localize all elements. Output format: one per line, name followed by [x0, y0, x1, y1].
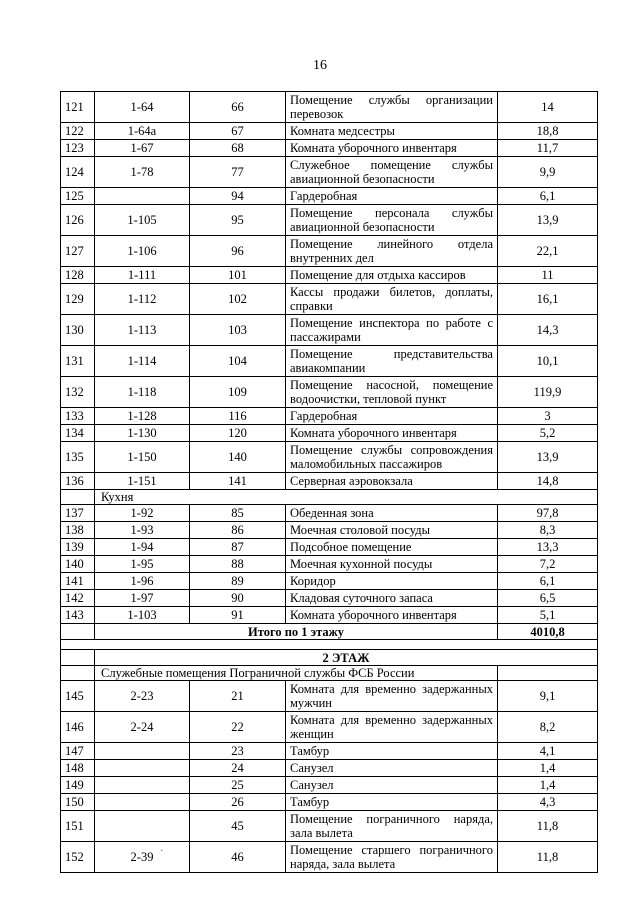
new-number-cell: 67 — [190, 123, 286, 140]
room-name-cell: Моечная кухонной посуды — [286, 556, 498, 573]
table-row — [61, 236, 598, 267]
table-row — [61, 842, 598, 873]
old-number-cell: 1-118 — [95, 377, 190, 408]
floor2-section-title: Служебные помещения Пограничной службы ФСБ России — [95, 666, 498, 681]
room-number-cell: 131 — [61, 346, 95, 377]
room-number-cell: 147 — [61, 743, 95, 760]
new-number-cell: 21 — [190, 681, 286, 712]
table-row — [61, 205, 598, 236]
room-name-cell: Моечная столовой посуды — [286, 522, 498, 539]
area-cell: 1,4 — [498, 760, 598, 777]
total-blank-cell — [61, 624, 95, 640]
old-number-cell: 1-95 — [95, 556, 190, 573]
old-number-cell: 1-113 — [95, 315, 190, 346]
room-number-cell: 142 — [61, 590, 95, 607]
area-cell: 1,4 — [498, 777, 598, 794]
floor1-total — [61, 624, 598, 681]
area-cell: 6,1 — [498, 573, 598, 590]
old-number-cell: 1-114 — [95, 346, 190, 377]
floor1-rows — [61, 92, 598, 490]
room-number-cell: 138 — [61, 522, 95, 539]
area-cell: 6,1 — [498, 188, 598, 205]
table-row — [61, 505, 598, 522]
area-cell: 119,9 — [498, 377, 598, 408]
room-name-cell: Санузел — [286, 760, 498, 777]
room-number-cell: 145 — [61, 681, 95, 712]
old-number-cell: 1-67 — [95, 140, 190, 157]
room-name-cell: Серверная аэровокзала — [286, 473, 498, 490]
new-number-cell: 24 — [190, 760, 286, 777]
old-number-cell: 1-111 — [95, 267, 190, 284]
table-row — [61, 425, 598, 442]
old-number-cell: 1-64а — [95, 123, 190, 140]
old-number-cell: 1-112 — [95, 284, 190, 315]
total-value: 4010,8 — [498, 624, 598, 640]
old-number-cell: 1-128 — [95, 408, 190, 425]
old-number-cell: 1-93 — [95, 522, 190, 539]
new-number-cell: 26 — [190, 794, 286, 811]
room-number-cell: 152 — [61, 842, 95, 873]
new-number-cell: 46 — [190, 842, 286, 873]
new-number-cell: 141 — [190, 473, 286, 490]
section-blank-cell — [61, 666, 95, 681]
table-row — [61, 315, 598, 346]
area-cell: 11 — [498, 267, 598, 284]
area-cell: 11,8 — [498, 842, 598, 873]
old-number-cell: 1-64 — [95, 92, 190, 123]
room-number-cell: 137 — [61, 505, 95, 522]
table-row — [61, 811, 598, 842]
area-cell: 13,3 — [498, 539, 598, 556]
table-row — [61, 377, 598, 408]
table-row — [61, 123, 598, 140]
new-number-cell: 120 — [190, 425, 286, 442]
old-number-cell: 1-97 — [95, 590, 190, 607]
new-number-cell: 77 — [190, 157, 286, 188]
room-name-cell: Обеденная зона — [286, 505, 498, 522]
room-name-cell: Служебное помещение службы авиационной безопасности — [286, 157, 498, 188]
room-number-cell: 128 — [61, 267, 95, 284]
old-number-cell — [95, 188, 190, 205]
room-number-cell: 127 — [61, 236, 95, 267]
table-row — [61, 556, 598, 573]
old-number-cell: 1-92 — [95, 505, 190, 522]
room-number-cell: 140 — [61, 556, 95, 573]
rooms-table — [60, 91, 598, 873]
new-number-cell: 66 — [190, 92, 286, 123]
room-number-cell: 132 — [61, 377, 95, 408]
new-number-cell: 91 — [190, 607, 286, 624]
section-blank-area — [498, 666, 598, 681]
table-row — [61, 92, 598, 123]
room-name-cell: Помещение службы сопровождения маломобильных пассажиров — [286, 442, 498, 473]
room-number-cell: 146 — [61, 712, 95, 743]
room-number-cell: 150 — [61, 794, 95, 811]
new-number-cell: 85 — [190, 505, 286, 522]
area-cell: 5,1 — [498, 607, 598, 624]
room-number-cell: 126 — [61, 205, 95, 236]
room-name-cell: Кладовая суточного запаса — [286, 590, 498, 607]
area-cell: 4,3 — [498, 794, 598, 811]
old-number-cell: 1-94 — [95, 539, 190, 556]
old-number-cell: 1-103 — [95, 607, 190, 624]
new-number-cell: 22 — [190, 712, 286, 743]
table-row — [61, 743, 598, 760]
page-number: 16 — [313, 58, 327, 73]
room-number-cell: 148 — [61, 760, 95, 777]
spacer-row — [61, 640, 598, 650]
old-number-cell: 1-150 — [95, 442, 190, 473]
old-number-cell: 2-39 — [95, 842, 190, 873]
room-name-cell: Гардеробная — [286, 408, 498, 425]
room-number-cell: 125 — [61, 188, 95, 205]
area-cell: 11,7 — [498, 140, 598, 157]
room-number-cell: 134 — [61, 425, 95, 442]
table-row — [61, 590, 598, 607]
new-number-cell: 90 — [190, 590, 286, 607]
old-number-cell — [95, 794, 190, 811]
table-row — [61, 346, 598, 377]
room-number-cell: 123 — [61, 140, 95, 157]
room-name-cell: Помещение персонала службы авиационной безопасности — [286, 205, 498, 236]
room-number-cell: 124 — [61, 157, 95, 188]
old-number-cell: 1-105 — [95, 205, 190, 236]
new-number-cell: 116 — [190, 408, 286, 425]
old-number-cell — [95, 743, 190, 760]
new-number-cell: 104 — [190, 346, 286, 377]
room-number-cell: 136 — [61, 473, 95, 490]
area-cell: 14 — [498, 92, 598, 123]
room-name-cell: Помещение старшего пограничного наряда, зала вылета — [286, 842, 498, 873]
new-number-cell: 68 — [190, 140, 286, 157]
room-name-cell: Помещение инспектора по работе с пассажирами — [286, 315, 498, 346]
table-row — [61, 442, 598, 473]
area-cell: 13,9 — [498, 442, 598, 473]
old-number-cell — [95, 811, 190, 842]
area-cell: 14,3 — [498, 315, 598, 346]
room-name-cell: Комната медсестры — [286, 123, 498, 140]
old-number-cell: 1-96 — [95, 573, 190, 590]
room-name-cell: Кассы продажи билетов, доплаты, справки — [286, 284, 498, 315]
room-name-cell: Комната для временно задержанных женщин — [286, 712, 498, 743]
kitchen-section-title: Кухня — [95, 490, 598, 505]
new-number-cell: 101 — [190, 267, 286, 284]
new-number-cell: 140 — [190, 442, 286, 473]
new-number-cell: 23 — [190, 743, 286, 760]
table-row — [61, 188, 598, 205]
area-cell: 11,8 — [498, 811, 598, 842]
area-cell: 3 — [498, 408, 598, 425]
old-number-cell — [95, 760, 190, 777]
kitchen-blank-cell — [61, 490, 95, 505]
table-row — [61, 267, 598, 284]
room-name-cell: Комната для временно задержанных мужчин — [286, 681, 498, 712]
room-name-cell: Тамбур — [286, 743, 498, 760]
area-cell: 9,1 — [498, 681, 598, 712]
room-name-cell: Комната уборочного инвентаря — [286, 607, 498, 624]
area-cell: 7,2 — [498, 556, 598, 573]
room-name-cell: Санузел — [286, 777, 498, 794]
table-row — [61, 522, 598, 539]
room-name-cell: Помещение представительства авиакомпании — [286, 346, 498, 377]
old-number-cell: 1-130 — [95, 425, 190, 442]
table-row — [61, 607, 598, 624]
old-number-cell: 2-24 — [95, 712, 190, 743]
floor-blank-cell — [61, 650, 95, 666]
table-row — [61, 284, 598, 315]
room-number-cell: 133 — [61, 408, 95, 425]
new-number-cell: 45 — [190, 811, 286, 842]
old-number-cell: 1-78 — [95, 157, 190, 188]
room-name-cell: Помещение линейного отдела внутренних дел — [286, 236, 498, 267]
table-row — [61, 157, 598, 188]
room-number-cell: 151 — [61, 811, 95, 842]
room-number-cell: 129 — [61, 284, 95, 315]
room-number-cell: 122 — [61, 123, 95, 140]
new-number-cell: 96 — [190, 236, 286, 267]
room-number-cell: 130 — [61, 315, 95, 346]
room-number-cell: 121 — [61, 92, 95, 123]
new-number-cell: 88 — [190, 556, 286, 573]
room-name-cell: Помещение насосной, помещение водоочистки, тепловой пункт — [286, 377, 498, 408]
room-number-cell: 149 — [61, 777, 95, 794]
room-name-cell: Комната уборочного инвентаря — [286, 425, 498, 442]
area-cell: 10,1 — [498, 346, 598, 377]
room-number-cell: 139 — [61, 539, 95, 556]
table-row — [61, 681, 598, 712]
room-name-cell: Коридор — [286, 573, 498, 590]
room-number-cell: 141 — [61, 573, 95, 590]
new-number-cell: 86 — [190, 522, 286, 539]
new-number-cell: 25 — [190, 777, 286, 794]
room-name-cell: Гардеробная — [286, 188, 498, 205]
area-cell: 6,5 — [498, 590, 598, 607]
area-cell: 5,2 — [498, 425, 598, 442]
table-row — [61, 140, 598, 157]
kitchen-section — [61, 490, 598, 505]
area-cell: 22,1 — [498, 236, 598, 267]
room-name-cell: Подсобное помещение — [286, 539, 498, 556]
area-cell: 97,8 — [498, 505, 598, 522]
old-number-cell: 1-106 — [95, 236, 190, 267]
new-number-cell: 95 — [190, 205, 286, 236]
floor2-title: 2 ЭТАЖ — [95, 650, 598, 666]
old-number-cell — [95, 777, 190, 794]
kitchen-rows — [61, 505, 598, 624]
room-number-cell: 143 — [61, 607, 95, 624]
area-cell: 9,9 — [498, 157, 598, 188]
table-row — [61, 712, 598, 743]
area-cell: 8,2 — [498, 712, 598, 743]
new-number-cell: 102 — [190, 284, 286, 315]
area-cell: 14,8 — [498, 473, 598, 490]
area-cell: 8,3 — [498, 522, 598, 539]
room-name-cell: Помещение пограничного наряда, зала вылета — [286, 811, 498, 842]
new-number-cell: 87 — [190, 539, 286, 556]
table-row — [61, 408, 598, 425]
table-row — [61, 573, 598, 590]
old-number-cell: 1-151 — [95, 473, 190, 490]
table-row — [61, 777, 598, 794]
room-number-cell: 135 — [61, 442, 95, 473]
new-number-cell: 109 — [190, 377, 286, 408]
new-number-cell: 94 — [190, 188, 286, 205]
scan-dot: · — [160, 846, 164, 857]
area-cell: 16,1 — [498, 284, 598, 315]
room-name-cell: Тамбур — [286, 794, 498, 811]
table-row — [61, 760, 598, 777]
total-label: Итого по 1 этажу — [95, 624, 498, 640]
table-row — [61, 794, 598, 811]
area-cell: 4,1 — [498, 743, 598, 760]
new-number-cell: 103 — [190, 315, 286, 346]
area-cell: 18,8 — [498, 123, 598, 140]
room-name-cell: Помещение для отдыха кассиров — [286, 267, 498, 284]
area-cell: 13,9 — [498, 205, 598, 236]
old-number-cell: 2-23 — [95, 681, 190, 712]
table-row — [61, 473, 598, 490]
room-name-cell: Комната уборочного инвентаря — [286, 140, 498, 157]
table-row — [61, 539, 598, 556]
new-number-cell: 89 — [190, 573, 286, 590]
floor2-rows — [61, 681, 598, 873]
room-name-cell: Помещение службы организации перевозок — [286, 92, 498, 123]
